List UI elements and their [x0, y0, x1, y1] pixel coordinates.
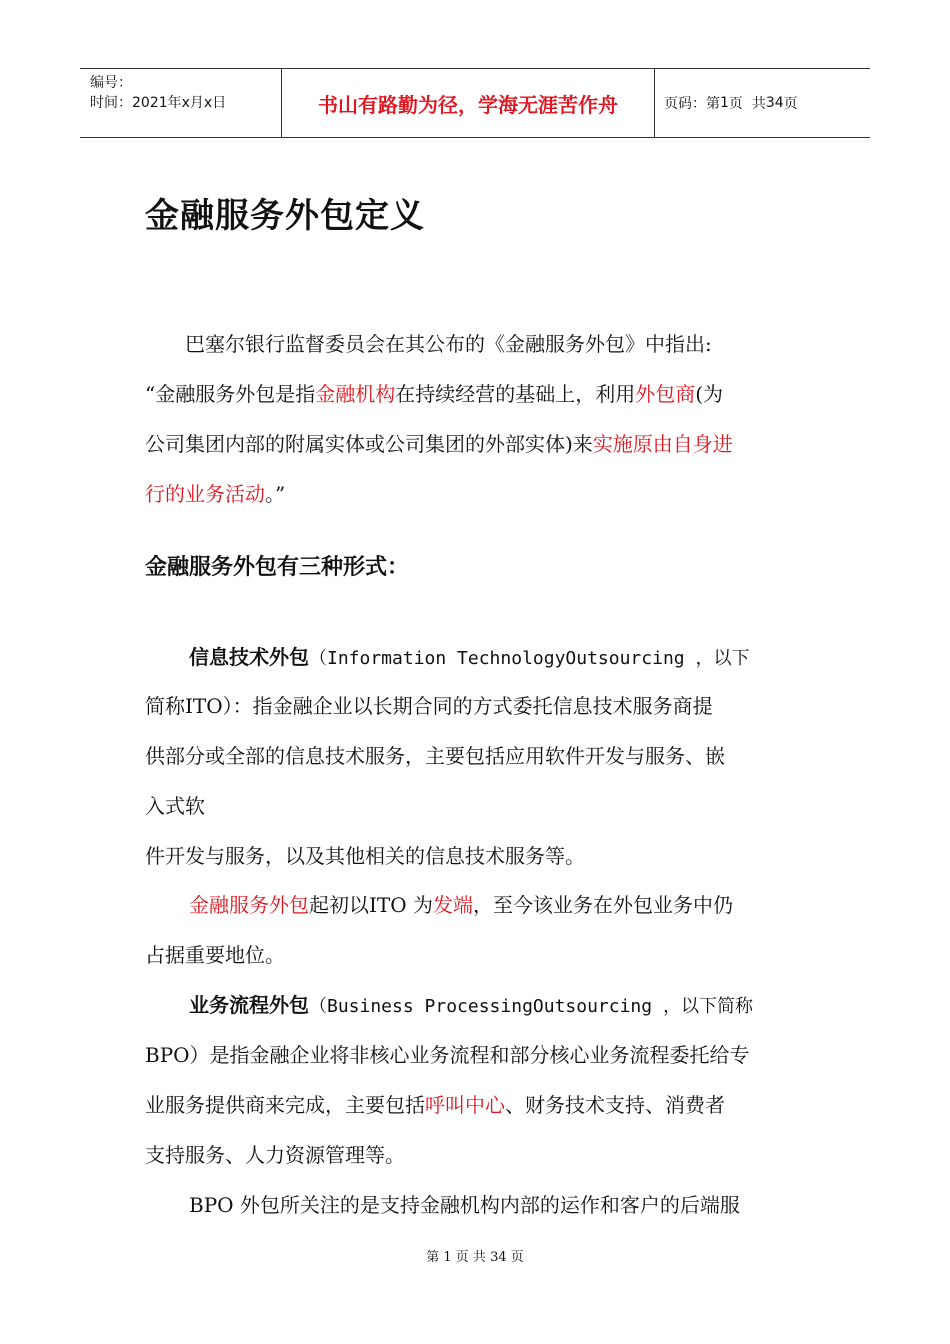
ito-origin-line-1 [189, 891, 733, 919]
forms-heading: 金融服务外包有三种形式： [145, 555, 410, 580]
ito-line-4: 入式软 [145, 794, 205, 818]
term-call-center: 呼叫中心 [425, 1093, 505, 1117]
text-span: 。” [265, 482, 286, 506]
term-implement: 实施原由自身进 [592, 432, 733, 456]
header-page-number [654, 69, 870, 137]
page-current: 1 [720, 95, 729, 111]
page-footer [0, 1246, 950, 1265]
bpo-line-4: 支持服务、人力资源管理等。 [145, 1143, 405, 1167]
footer-prefix: 第 [426, 1250, 440, 1265]
header-motto: 书山有路勤为径，学海无涯苦作舟 [282, 69, 655, 137]
ito-line-1 [189, 643, 749, 673]
intro-line-4 [145, 480, 285, 508]
bpo-line-2: BPO）是指金融企业将非核心业务流程和部分核心业务流程委托给专 [145, 1043, 750, 1067]
ito-line-5: 件开发与服务，以及其他相关的信息技术服务等。 [145, 844, 585, 868]
term-financial-outsourcing: 金融服务外包 [189, 893, 309, 917]
footer-suffix: 页 [510, 1250, 524, 1265]
ito-term: 信息技术外包 [189, 645, 309, 669]
bpo-line-3 [145, 1091, 725, 1119]
intro-line-2 [145, 380, 723, 408]
text-span: 、财务技术支持、消费者 [505, 1093, 725, 1117]
ito-origin-line-2: 占据重要地位。 [145, 943, 285, 967]
bpo-line-1 [189, 991, 753, 1021]
document-number-label: 编号： [90, 75, 132, 91]
page-suffix: 页 [783, 96, 798, 112]
text-span: 在持续经营的基础上，利用 [395, 382, 636, 406]
text-span: （Business ProcessingOutsourcing ，以下简称 [309, 996, 753, 1017]
text-span: 起初以ITO 为 [309, 893, 433, 917]
bpo-term: 业务流程外包 [189, 993, 309, 1017]
footer-current-page: 1 [443, 1250, 452, 1265]
intro-line-1: 巴塞尔银行监督委员会在其公布的《金融服务外包》中指出: [145, 332, 712, 356]
text-span: (为 [695, 382, 724, 406]
intro-line-3 [145, 430, 733, 458]
term-financial-institution: 金融机构 [315, 382, 396, 406]
text-span: （Information TechnologyOutsourcing ，以下 [309, 648, 750, 669]
bpo-line-5: BPO 外包所关注的是支持金融机构内部的运作和客户的后端服 [189, 1193, 740, 1217]
term-origin: 发端 [433, 893, 473, 917]
document-title: 金融服务外包定义 [145, 196, 425, 236]
page-prefix: 页码：第 [664, 96, 720, 112]
document-date: 时间：2021年x月x日 [90, 95, 227, 111]
page-header [80, 68, 870, 138]
text-span: “金融服务外包是指 [145, 382, 316, 406]
text-span: ，至今该业务在外包业务中仍 [473, 893, 733, 917]
page-total: 34 [765, 95, 784, 111]
text-span: 公司集团内部的附属实体或公司集团的外部实体)来 [145, 432, 593, 456]
footer-total-pages: 34 [490, 1250, 507, 1265]
ito-line-3: 供部分或全部的信息技术服务，主要包括应用软件开发与服务、嵌 [145, 744, 725, 768]
term-outsourcer: 外包商 [635, 382, 696, 406]
term-business-activity: 行的业务活动 [145, 482, 265, 506]
page-mid: 页 共 [728, 96, 766, 112]
ito-line-2: 简称ITO）：指金融企业以长期合同的方式委托信息技术服务商提 [145, 694, 713, 718]
footer-mid: 页 共 [455, 1250, 486, 1265]
text-span: 业服务提供商来完成，主要包括 [145, 1093, 425, 1117]
header-meta [80, 69, 282, 137]
